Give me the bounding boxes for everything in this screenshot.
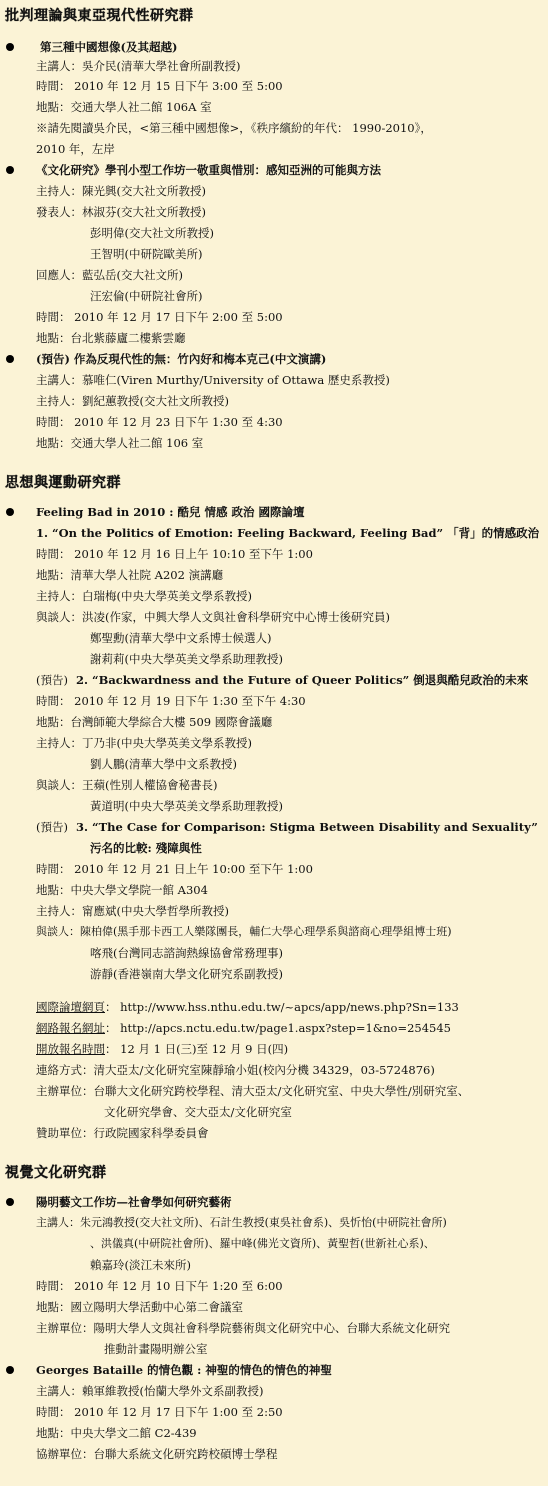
info-line [36,1042,288,1056]
section-title: 思想與運動研究群 [5,475,121,491]
event-title: Feeling Bad in 2010 : 酷兒 情感 政治 國際論壇 [36,505,305,519]
event-line: 回應人：藍弘岳(交大社文所) [36,268,183,282]
info-key: 開放報名時間 [36,1042,105,1056]
talk-title: 3. “The Case for Comparison: Stigma Between Disability and Sexuality” [76,820,538,834]
info-line [36,1021,451,1035]
bullet-icon [6,508,14,516]
info-line [36,1000,459,1014]
info-key: 國際論壇網頁 [36,1000,105,1014]
event-line: 地點：中央大學文學院一館 A304 [36,883,208,897]
event-line: 時間： 2010 年 12 月 10 日下午 1:20 至 6:00 [36,1279,283,1293]
preview-tag: (預告) [36,820,68,834]
event-line: 謝莉莉(中央大學英美文學系助理教授) [90,652,283,666]
event-line: 地點：交通大學人社二館 106A 室 [36,100,212,114]
signup-url[interactable]: ： http://apcs.nctu.edu.tw/page1.aspx?step=1&no=254545 [105,1021,451,1035]
event-line: 主講人：朱元鴻教授(交大社文所)、石計生教授(東吳社會系)、吳忻怡(中研院社會所) [36,1216,447,1229]
event-line: 與談人：洪凌(作家，中興大學人文與社會科學研究中心博士後研究員) [36,610,390,624]
event-line: 時間： 2010 年 12 月 15 日下午 3:00 至 5:00 [36,79,283,93]
event-line: 時間： 2010 年 12 月 16 日上午 10:10 至下午 1:00 [36,547,313,561]
talk-title: 污名的比較: 殘障與性 [90,841,202,855]
event-line: 時間： 2010 年 12 月 21 日上午 10:00 至下午 1:00 [36,862,313,876]
event-line: 時間： 2010 年 12 月 17 日下午 1:00 至 2:50 [36,1405,283,1419]
event-line: 、洪儀真(中研院社會所)、羅中峰(佛光文資所)、黃聖哲(世新社心系)、 [90,1237,435,1250]
event-line: 主持人：白瑞梅(中央大學英美文學系教授) [36,589,252,603]
event-line: 地點：台灣師範大學綜合大樓 509 國際會議廳 [36,715,273,729]
event-line: 文化研究學會、交大亞太/文化研究室 [104,1105,292,1119]
talk-title: 2. “Backwardness and the Future of Queer Politics” 倒退與酷兒政治的未來 [76,673,529,687]
event-line: 時間： 2010 年 12 月 23 日下午 1:30 至 4:30 [36,415,283,429]
forum-url[interactable]: ： http://www.hss.nthu.edu.tw/~apcs/app/news.php?Sn=133 [105,1000,459,1014]
event-line: 地點：中央大學文二館 C2-439 [36,1426,197,1440]
event-line: 黃道明(中央大學英美文學系助理教授) [90,799,283,813]
event-line: 地點：台北紫藤廬二樓紫雲廳 [36,331,186,345]
event-line: 主辦單位：台聯大文化研究跨校學程、清大亞太/文化研究室、中央大學性/別研究室、 [36,1084,470,1098]
event-line: 主講人：慕唯仁(Viren Murthy/University of Ottawa 歷史系教授) [36,373,390,387]
event-line: 贊助單位：行政院國家科學委員會 [36,1126,209,1140]
event-line: 時間： 2010 年 12 月 17 日下午 2:00 至 5:00 [36,310,283,324]
event-title: 陽明藝文工作坊—社會學如何研究藝術 [36,1195,232,1209]
info-value: ： 12 月 1 日(三)至 12 月 9 日(四) [105,1042,289,1056]
event-line: 主辦單位：陽明大學人文與社會科學院藝術與文化研究中心、台聯大系統文化研究 [36,1321,450,1335]
event-line: 2010 年，左岸 [36,142,115,156]
event-line: 協辦單位：台聯大系統文化研究跨校碩博士學程 [36,1447,278,1461]
event-line: 游靜(香港嶺南大學文化研究系副教授) [90,967,283,981]
event-line: 連絡方式：清大亞太/文化研究室陳靜瑜小姐(校內分機 34329，03-5724876) [36,1063,435,1077]
info-key: 網路報名網址 [36,1021,105,1035]
event-line: 與談人：王蘋(性別人權協會秘書長) [36,778,218,792]
talk-title: 1. “On the Politics of Emotion: Feeling Backward, Feeling Bad” 「背」的情感政治 [36,526,540,540]
event-title: (預告) 作為反現代性的無：竹內好和梅本克己(中文演講) [36,352,327,366]
event-line: 與談人：陳柏偉(黑手那卡西工人樂隊團長，輔仁大學心理學系與諮商心理學組博士班) [36,925,452,938]
event-line: 地點：國立陽明大學活動中心第二會議室 [36,1300,243,1314]
event-line: 王智明(中研院歐美所) [90,247,203,261]
event-line: 賴嘉玲(淡江未來所) [90,1258,191,1272]
bullet-icon [6,166,14,174]
event-line: 主持人：甯應斌(中央大學哲學所教授) [36,904,229,918]
event-line: 鄭聖勳(清華大學中文系博士候選人) [90,631,272,645]
event-title: Georges Bataille 的情色觀 : 神聖的情色的情色的神聖 [36,1363,332,1377]
event-line: 地點：交通大學人社二館 106 室 [36,436,204,450]
event-line: 彭明偉(交大社文所教授) [90,226,214,240]
bullet-icon [6,1366,14,1374]
preview-tag: (預告) [36,673,68,687]
section-title: 視覺文化研究群 [5,1165,107,1181]
event-line: 主持人：丁乃非(中央大學英美文學系教授) [36,736,252,750]
event-line: 主講人：賴軍維教授(怡蘭大學外文系副教授) [36,1384,264,1398]
event-title: 第三種中國想像(及其超越) [40,40,178,54]
bullet-icon [6,355,14,363]
event-line: ※請先閱讀吳介民，<第三種中國想像>，《秩序繽紛的年代： 1990-2010》， [36,121,432,135]
event-line: 發表人：林淑芬(交大社文所教授) [36,205,206,219]
bullet-icon [6,43,14,51]
event-line: 時間： 2010 年 12 月 19 日下午 1:30 至下午 4:30 [36,694,306,708]
event-line: 汪宏倫(中研院社會所) [90,289,203,303]
event-line: 主持人：陳光興(交大社文所教授) [36,184,206,198]
bullet-icon [6,1198,14,1206]
event-line: 推動計畫陽明辦公室 [104,1342,208,1356]
event-line: 劉人鵬(清華大學中文系教授) [90,757,237,771]
event-title: 《文化研究》學刊小型工作坊一敬重與惜別：感知亞洲的可能與方法 [36,163,381,177]
event-line: 主講人：吳介民(清華大學社會所副教授) [36,59,241,73]
event-line: 地點：清華大學人社院 A202 演講廳 [36,568,224,582]
section-title: 批判理論與東亞現代性研究群 [5,8,194,24]
event-line: 喀飛(台灣同志諮詢熱線協會常務理事) [90,946,283,960]
event-line: 主持人：劉紀蕙教授(交大社文所教授) [36,394,229,408]
